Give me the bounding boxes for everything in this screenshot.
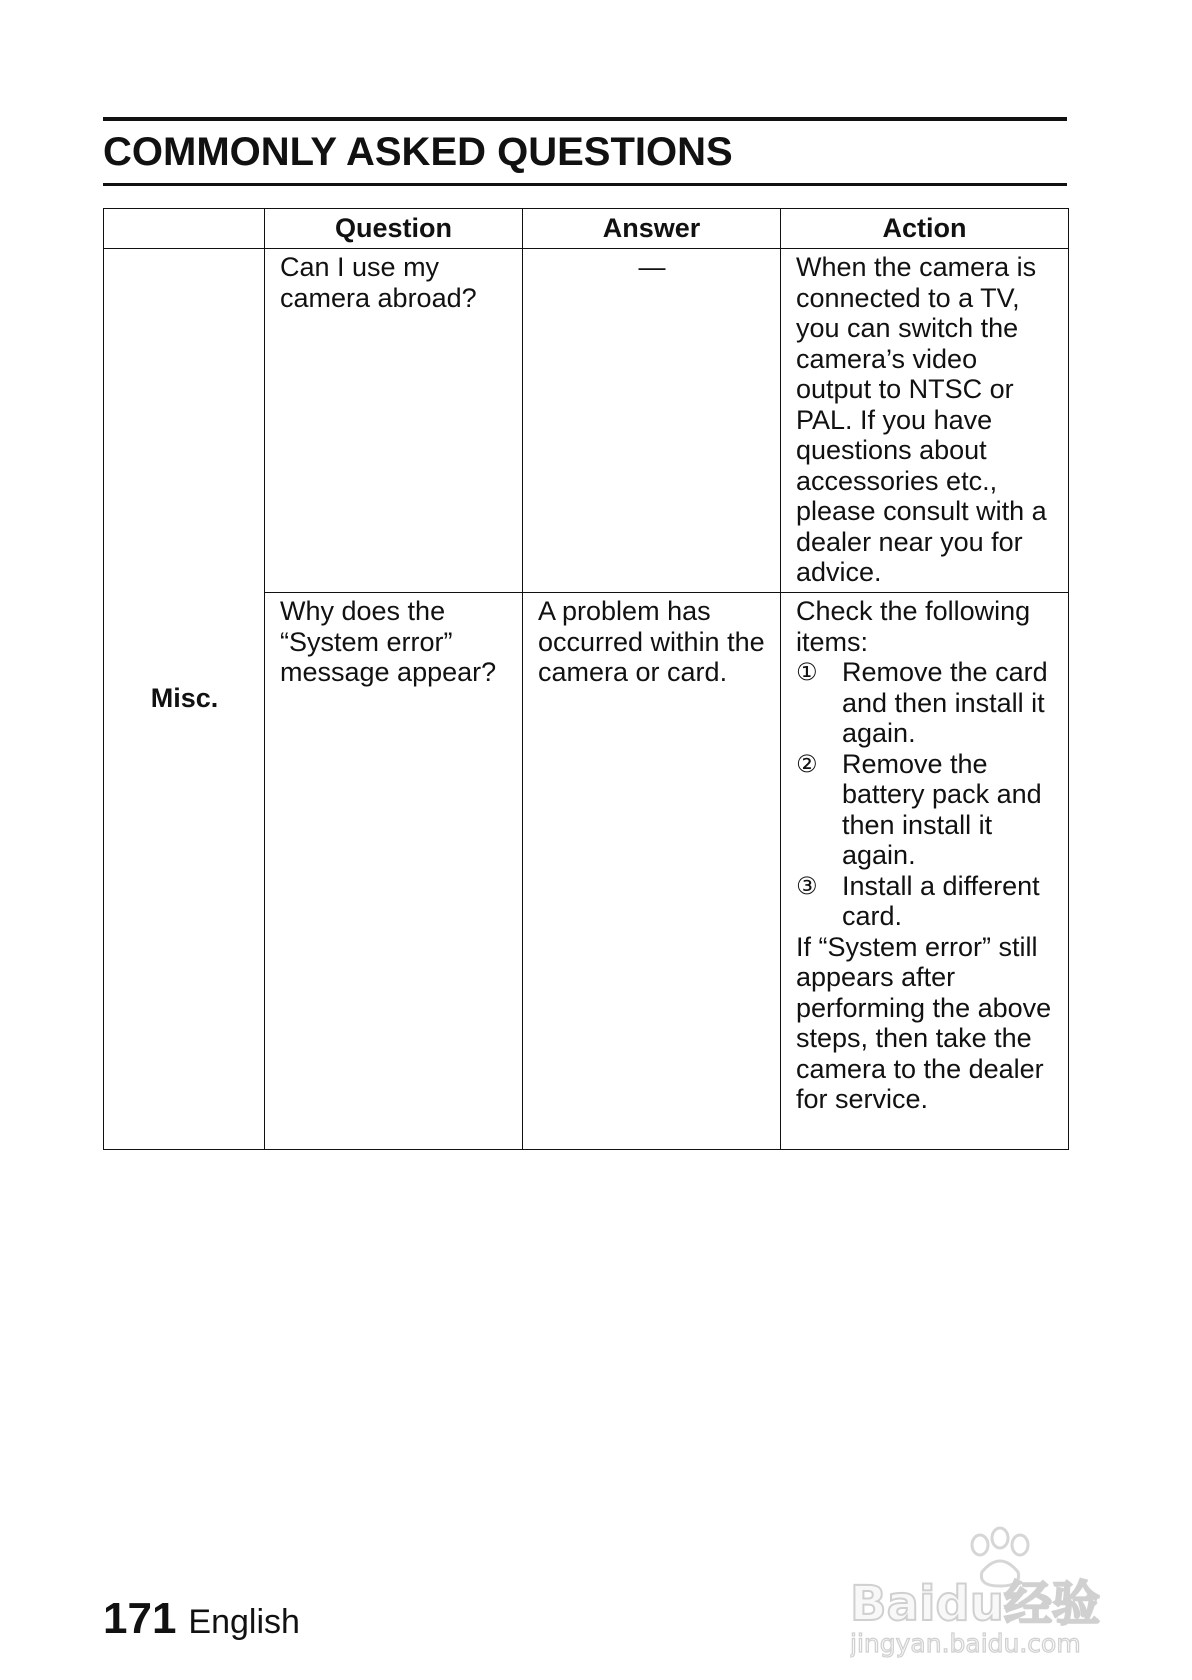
column-header-answer: Answer xyxy=(523,209,781,249)
watermark-url: jingyan.baidu.com xyxy=(850,1629,1081,1658)
action-intro: Check the following items: xyxy=(796,596,1031,657)
step-text: Remove the card and then install it again. xyxy=(842,657,1048,748)
action-cell: When the camera is connected to a TV, you can switch the camera’s video output to NTSC or PAL. If you have questions about accessories etc., please consult with a dealer near you for advice. xyxy=(781,249,1069,593)
table-header-row xyxy=(104,209,1069,249)
answer-cell: — xyxy=(523,249,781,593)
answer-cell: A problem has occurred within the camera or card. xyxy=(523,593,781,1150)
column-header-question: Question xyxy=(265,209,523,249)
action-outro: If “System error” still appears after performing the above steps, then take the camera to the dealer for service. xyxy=(796,931,1052,1114)
faq-table xyxy=(103,208,1069,1150)
column-header-action: Action xyxy=(781,209,1069,249)
step-marker: ③ xyxy=(796,871,818,900)
watermark-brand: Baidu经验 xyxy=(850,1576,1100,1632)
action-cell xyxy=(781,593,1069,1150)
table-row xyxy=(104,249,1069,593)
step-marker: ② xyxy=(796,749,818,778)
title-rule-bottom xyxy=(103,183,1067,186)
page-language: English xyxy=(188,1603,300,1641)
step-marker: ① xyxy=(796,658,818,686)
step-text: Remove the battery pack and then install it again. xyxy=(842,748,1042,870)
page-number: 171 xyxy=(103,1594,177,1643)
step-item xyxy=(796,871,1054,932)
page-footer xyxy=(103,1594,300,1644)
step-item xyxy=(796,749,1054,871)
question-cell: Why does the “System error” message appear? xyxy=(265,593,523,1150)
category-cell: Misc. xyxy=(104,249,265,1150)
page-title: COMMONLY ASKED QUESTIONS xyxy=(103,130,733,174)
title-rule-top xyxy=(103,117,1067,121)
baidu-watermark-logo xyxy=(850,1520,1140,1660)
step-text: Install a different card. xyxy=(842,870,1040,931)
step-item xyxy=(796,657,1054,749)
column-header-category xyxy=(104,209,265,249)
question-cell: Can I use my camera abroad? xyxy=(265,249,523,593)
